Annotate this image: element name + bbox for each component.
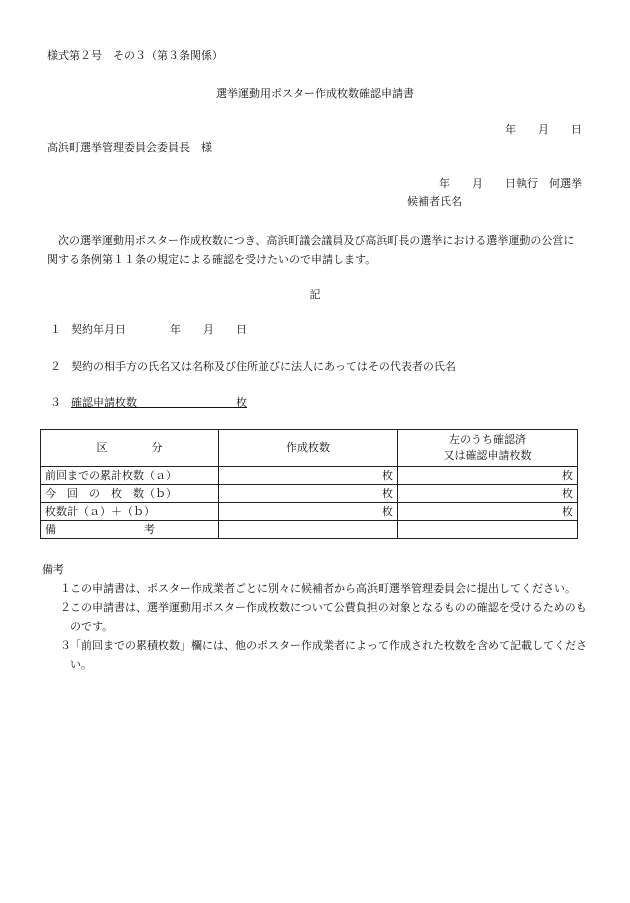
row-label: 前回までの累計枚数（ａ） [41,467,219,485]
header-confirmed-count [398,430,578,467]
item-3-text: 確認申請枚数 枚 [71,396,247,409]
remark-item [42,579,587,598]
row-label: 備 考 [41,521,219,539]
item-1-text: 契約年月日 年 月 日 [71,323,247,336]
remark-item [42,598,587,636]
item-2-text: 契約の相手方の氏名又は名称及び住所並びに法人にあってはその代表者の氏名 [71,360,456,373]
body-text: 次の選挙運動用ポスター作成枚数につき、高浜町議会議員及び高浜町長の選挙における選挙運動の公営に関する条例第１１条の規定による確認を受けたいので申請します。 [47,234,575,266]
row-label: 今 回 の 枚 数（ｂ） [41,485,219,503]
table-row [41,485,578,503]
remarks-section [42,560,587,674]
remark-number: ２ [60,601,71,614]
header-category: 区 分 [41,430,219,467]
row-label: 枚数計（ａ）＋（ｂ） [41,503,219,521]
document-title: 選挙運動用ポスター作成枚数確認申請書 [216,87,414,100]
item-3-number: ３ [50,396,61,409]
confirmed-count-cell: 枚 [398,467,578,485]
item-2-number: ２ [50,360,61,373]
header-confirmed-line2: 又は確認申請枚数 [443,449,532,462]
confirmed-count-cell: 枚 [398,503,578,521]
remark-text: この申請書は、選挙運動用ポスター作成枚数について公費負担の対象となるものの確認を受けるためのものです。 [70,601,587,633]
count-table [40,429,578,539]
confirmed-count-cell: 枚 [398,485,578,503]
item-1-number: １ [50,323,61,336]
election-line: 年 月 日執行 何選挙 [439,177,582,190]
made-count-cell: 枚 [219,503,398,521]
remark-number: １ [60,582,71,595]
candidate-name-label: 候補者氏名 [407,195,462,208]
made-count-cell: 枚 [219,467,398,485]
table-row [41,503,578,521]
made-count-cell: 枚 [219,485,398,503]
header-made-count: 作成枚数 [219,430,398,467]
header-confirmed-line1: 左のうち確認済 [449,433,526,446]
table-header-row [41,430,578,467]
submission-date: 年 月 日 [505,123,582,136]
remarks-title: 備考 [42,563,64,576]
ki-heading: 記 [309,288,321,301]
table-row [41,521,578,539]
made-count-cell [219,521,398,539]
addressee: 高浜町選挙管理委員会委員長 様 [47,141,212,154]
remark-number: ３ [60,639,71,652]
remark-text: この申請書は、ポスター作成業者ごとに別々に候補者から高浜町選挙管理委員会に提出してください。 [70,582,576,595]
remark-item [42,636,587,674]
confirmed-count-cell [398,521,578,539]
table-row [41,467,578,485]
remark-text: 「前回までの累積枚数」欄には、他のポスター作成業者によって作成された枚数を含めて記載してください。 [70,639,587,671]
form-number: 様式第２号 その３（第３条関係） [47,49,223,62]
